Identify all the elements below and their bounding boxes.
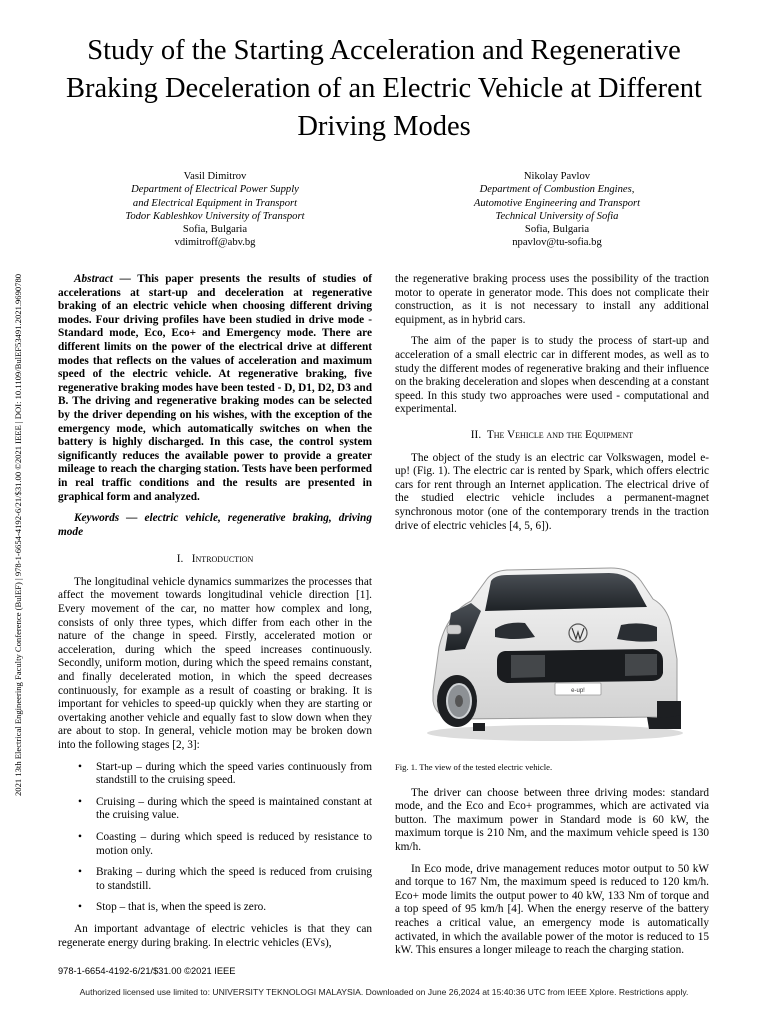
paper-title: Study of the Starting Acceleration and Regenerative Braking Deceleration of an Electric Vehicle at Different Driving Modes xyxy=(66,35,702,142)
author-affiliation-line: Automotive Engineering and Transport xyxy=(473,197,641,209)
section-number: I. xyxy=(176,553,184,566)
intro-paragraph: The longitudinal vehicle dynamics summarizes the processes that affect the movement towards longitudinal vehicle direction [1]. Every movement of the car, no matter how complex and long, consists of only three types, which differ from each other in the nature of the change in speed. Firstly, accelerated motion or acceleration, during which the speed increases continuously. Secondly, uniform motion, during which the speed remains constant, and finally decelerated motion, in which the speed decreases continuously, for example as a result of coasting or braking. It is important for vehicles to speed-up quickly when they are starting or overtaking another vehicle and equally fast to slow down when they are about to stop. In general, vehicle motion may be broken down into the following stages [2, 3]: xyxy=(58,575,372,751)
author-email: vdimitroff@abv.bg xyxy=(174,237,256,249)
license-plate: e-up! xyxy=(571,688,585,695)
abstract-label: Abstract xyxy=(74,273,113,285)
list-item: • Braking – during which the speed is reduced from cruising to standstill. xyxy=(58,866,372,893)
author-affiliation-line: and Electrical Equipment in Transport xyxy=(132,197,298,209)
list-item: • Coasting – during which speed is reduced by resistance to motion only. xyxy=(58,831,372,858)
section-title: The Vehicle and the Equipment xyxy=(486,428,634,441)
author-name: Nikolay Pavlov xyxy=(523,171,591,182)
intro-paragraph: An important advantage of electric vehicles is that they can regenerate energy during braking. In electric vehicles (EVs), xyxy=(58,922,372,949)
body-paragraph: The aim of the paper is to study the process of start-up and acceleration of a small electric car in different modes, as well as to study the different modes of regenerative braking and their influence on the braking deceleration and slopes when descending at a constant speed. In this study two approaches were used - computational and experimental. xyxy=(395,335,709,416)
electric-car-illustration xyxy=(395,551,709,751)
body-paragraph: In Eco mode, drive management reduces motor output to 50 kW and torque to 167 Nm, the maximum speed is reduced to 120 km/h. Eco+ mode limits the output power to 40 kW, 133 Nm of torque and a top speed of 95 km/h [4]. When the energy reserve of the battery reaches a critical value, an emergency mode is automatically activated, in which the available power of the motor is reduced to 15 kW. This ensures a longer mileage to reach the charging station. xyxy=(395,862,709,957)
author-affiliation-line: Technical University of Sofia xyxy=(495,210,619,222)
body-paragraph: The driver can choose between three driving modes: standard mode, and the Eco and Eco+ programmes, which are activated via button. The maximum power in Standard mode is 60 kW, the maximum torque is 210 Nm, and the maximum vehicle speed is 130 km/h. xyxy=(395,786,709,854)
abstract xyxy=(58,273,372,504)
author-name: Vasil Dimitrov xyxy=(183,171,247,182)
side-citation-text: 2021 13th Electrical Engineering Faculty Conference (BulEF) | 978-1-6654-4192-6/21/$31.00 ©2021 IEEE | DOI: 10.1109/BulEF53491.2021.9690780 xyxy=(13,273,23,796)
section-heading-vehicle xyxy=(395,429,709,443)
stages-list xyxy=(58,761,372,915)
body-paragraph: The object of the study is an electric car Volkswagen, model e-up! (Fig. 1). The electric car is rented by Spark, which offers electric cars for rent through an Internet application. The electrical drive of the studied electric vehicle includes a permanent-magnet synchronous motor (one of the contemporary trends in the traction drive of electric vehicles [4, 5, 6]). xyxy=(395,451,709,532)
section-title: Introduction xyxy=(191,553,254,566)
section-number: II. xyxy=(470,428,482,441)
author-affiliation-line: Department of Combustion Engines, xyxy=(479,184,635,196)
list-item: • Stop – that is, when the speed is zero. xyxy=(58,901,372,915)
keywords: Keywords — electric vehicle, regenerative braking, driving mode xyxy=(58,512,372,538)
body-paragraph: the regenerative braking process uses the possibility of the traction motor to operate in generator mode. This does not complicate their construction, as it is not necessary to install any additional equipment, as in hybrid cars. xyxy=(395,273,709,326)
author-city: Sofia, Bulgaria xyxy=(524,224,590,236)
author-affiliation-line: Todor Kableshkov University of Transport xyxy=(125,210,305,222)
author-block-2 xyxy=(392,170,722,250)
abstract-text: — This paper presents the results of studies of accelerations at start-up and deceleration at regenerative braking of an electric vehicle when choosing different driving modes. Four driving profiles have been studied in drive mode - Standard mode, Eco, Eco+ and Emergency mode. There are different limits on the power of the electrical drive at different modes that reflects on the values of acceleration and maximum speed of the electric vehicle. At regenerative braking, five regenerative braking modes have been tested - D, D1, D2, D3 and B. The driving and regenerative braking modes can be selected by the driver depending on his wishes, with the exception of the emergency mode, which automatically switches on when the battery is highly discharged. In this case, the control system significantly reduces the available power to provide a greater mileage to reach the charging station. Tests have been performed in real traffic conditions and the results are presented in graphical form and analyzed. xyxy=(58,273,372,503)
side-citation xyxy=(13,214,27,806)
figure-electric-car xyxy=(395,551,709,751)
author-affiliation-line: Department of Electrical Power Supply xyxy=(131,184,299,196)
license-notice: Authorized licensed use limited to: UNIVERSITY TEKNOLOGI MALAYSIA. Downloaded on June 26,2024 at 15:40:36 UTC from IEEE Xplore. Restrictions apply. xyxy=(79,987,689,997)
right-column xyxy=(395,273,709,966)
list-item: • Start-up – during which the speed varies continuously from standstill to the cruising speed. xyxy=(58,761,372,788)
footer-isbn: 978-1-6654-4192-6/21/$31.00 ©2021 IEEE xyxy=(58,966,236,976)
section-heading-introduction xyxy=(58,553,372,567)
author-block-1 xyxy=(50,170,380,250)
author-city: Sofia, Bulgaria xyxy=(182,224,248,236)
left-column xyxy=(58,273,372,958)
figure-caption: Fig. 1. The view of the tested electric vehicle. xyxy=(395,762,553,773)
author-email: npavlov@tu-sofia.bg xyxy=(512,237,602,249)
list-item: • Cruising – during which the speed is maintained constant at the cruising value. xyxy=(58,796,372,823)
